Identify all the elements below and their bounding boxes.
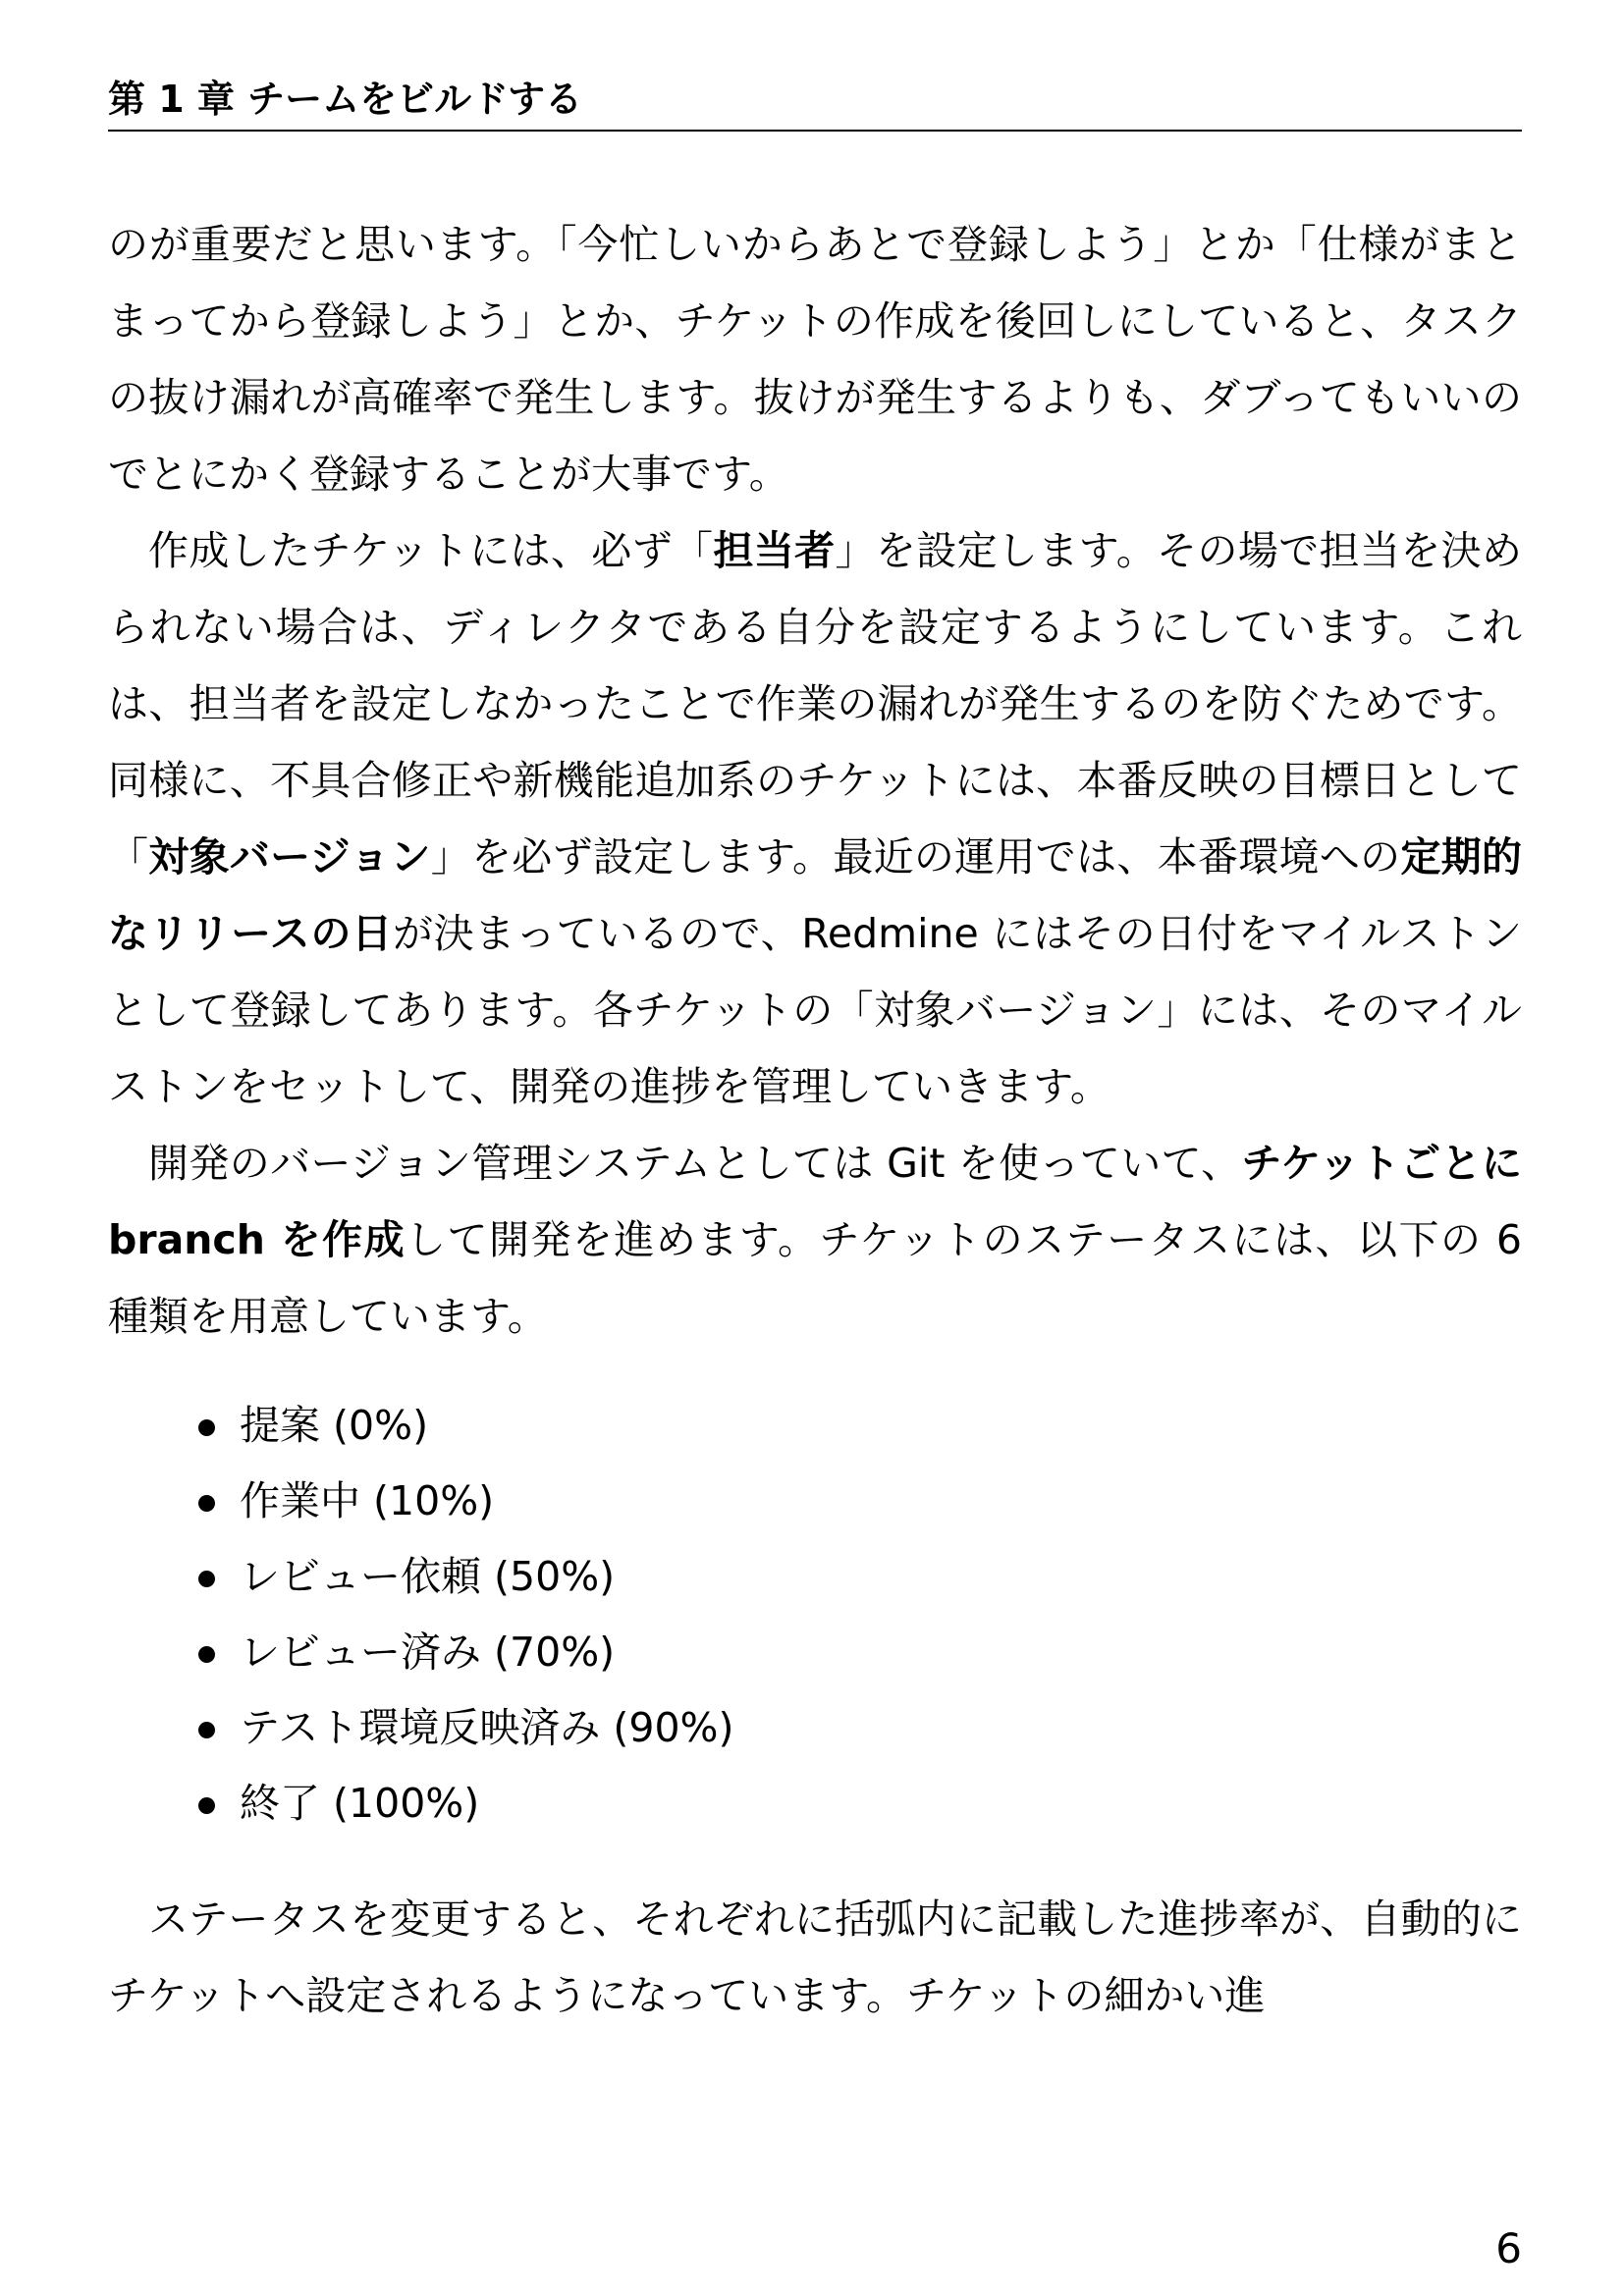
bullet-icon (198, 1797, 215, 1814)
list-item (108, 1388, 1522, 1464)
bullet-icon (198, 1419, 215, 1436)
list-item (108, 1690, 1522, 1766)
status-list (108, 1388, 1522, 1842)
list-item-label: テスト環境反映済み (90%) (240, 1704, 734, 1751)
emphasis-assignee: 担当者 (713, 527, 836, 574)
paragraph-3 (108, 1125, 1522, 1355)
list-item-label: レビュー済み (70%) (240, 1629, 616, 1676)
paragraph-2-text-3: 」を必ず設定します。最近の運用では、本番環境への (430, 833, 1401, 881)
emphasis-release-day: 定期的なリリースの日 (108, 833, 1523, 957)
list-item-label: 作業中 (10%) (240, 1477, 495, 1524)
emphasis-target-version: 対象バージョン (148, 833, 431, 881)
paragraph-4: ステータスを変更すると、それぞれに括弧内に記載した進捗率が、自動的にチケットへ設定されるようになっています。チケットの細かい進 (108, 1896, 1522, 2019)
chapter-title: 第 1 章 チームをビルドする (108, 78, 582, 121)
list-item-label: レビュー依頼 (50%) (240, 1553, 616, 1600)
page-number: 6 (1495, 2224, 1522, 2272)
page-body (108, 206, 1522, 2034)
bullet-icon (198, 1571, 215, 1587)
paragraph-2-text-1: 作成したチケットには、必ず「 (148, 527, 714, 574)
bullet-icon (198, 1495, 215, 1512)
paragraph-2-text-4: が決まっているので、Redmine にはその日付をマイルストンとして登録してあります。各チケットの「対象バージョン」には、そのマイルストンをセットして、開発の進捗を管理していきます。 (108, 910, 1522, 1110)
list-item (108, 1615, 1522, 1690)
paragraph-3-text-1: 開発のバージョン管理システムとしては Git を使っていて、 (148, 1140, 1242, 1187)
list-item (108, 1766, 1522, 1842)
paragraph-3-text-2: して開発を進めます。チケットのステータスには、以下の 6 種類を用意しています。 (108, 1216, 1522, 1340)
list-item-label: 終了 (100%) (240, 1780, 480, 1827)
list-item (108, 1464, 1522, 1539)
paragraph-2-text-2: 」を設定します。その場で担当を決められない場合は、ディレクタである自分を設定するようにしています。これは、担当者を設定しなかったことで作業の漏れが発生するのを防ぐためです。同様に、不具合修正や新機能追加系のチケットには、本番反映の目標日として「 (108, 527, 1523, 881)
paragraph-2 (108, 512, 1522, 1125)
bullet-icon (198, 1646, 215, 1663)
running-header (108, 67, 1522, 132)
list-item (108, 1539, 1522, 1615)
paragraph-1: のが重要だと思います。「今忙しいからあとで登録しよう」とか「仕様がまとまってから登録しよう」とか、チケットの作成を後回しにしていると、タスクの抜け漏れが高確率で発生します。抜けが発生するよりも、ダブってもいいのでとにかく登録することが大事です。 (108, 221, 1522, 498)
bullet-icon (198, 1722, 215, 1738)
emphasis-branch-per-ticket: チケットごとに branch を作成 (108, 1140, 1522, 1263)
list-item-label: 提案 (0%) (240, 1402, 429, 1449)
